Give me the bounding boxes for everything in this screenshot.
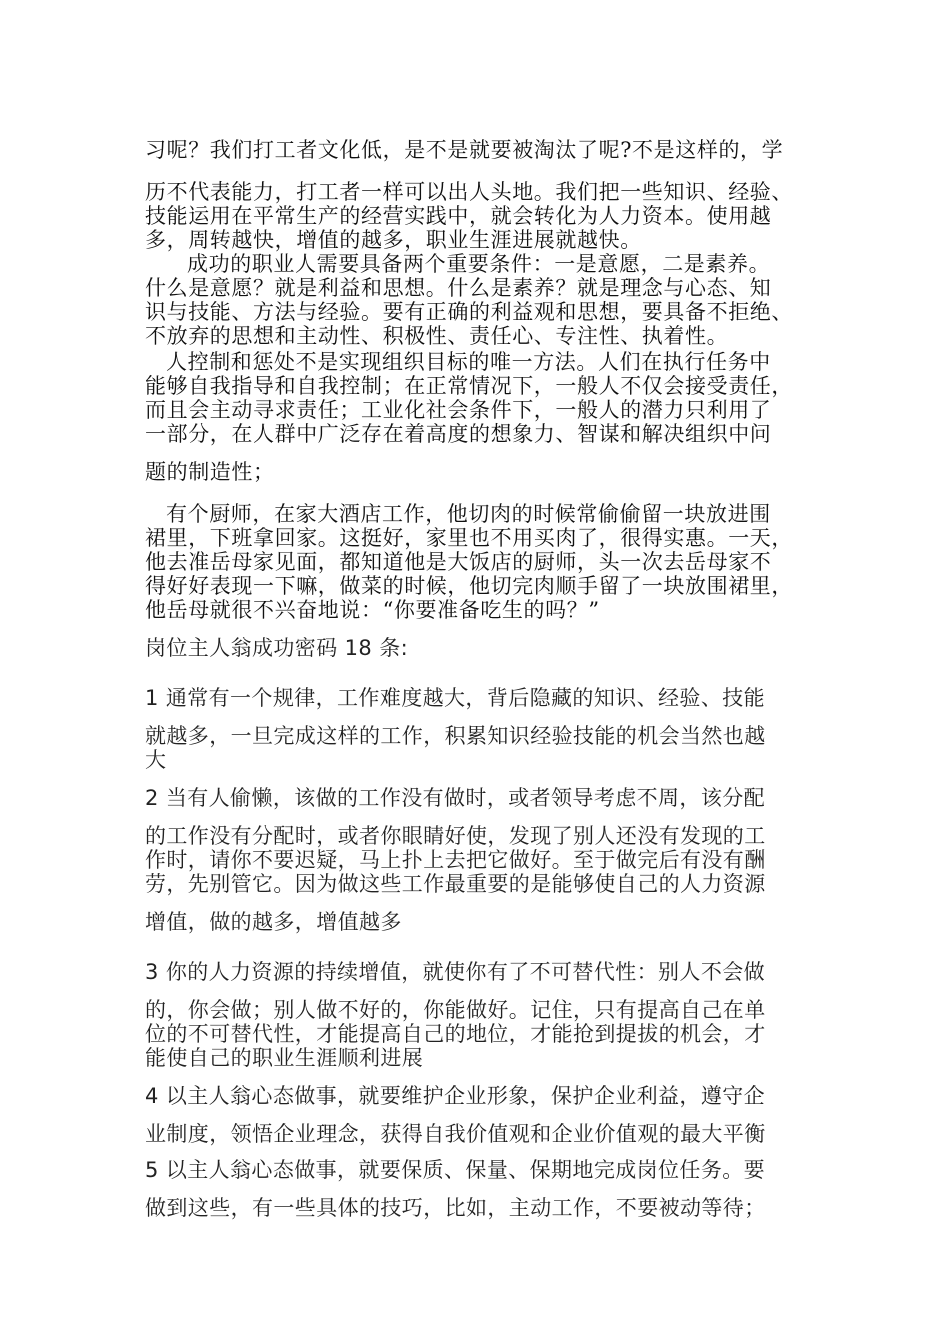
- text-line: 他岳母就很不兴奋地说：“你要准备吃生的吗？”: [145, 598, 600, 622]
- text-line: 技能运用在平常生产的经营实践中，就会转化为人力资本。使用越: [145, 204, 772, 228]
- list-item-line: 4 以主人翁心态做事，就要维护企业形象，保护企业利益，遵守企: [145, 1084, 766, 1108]
- text-line: 习呢？我们打工者文化低，是不是就要被淘汰了呢?不是这样的，学: [145, 138, 784, 162]
- text-line: 裙里，下班拿回家。这挺好，家里也不用买肉了，很得实惠。一天，: [145, 526, 793, 550]
- text-line: 得好好表现一下嘛，做菜的时候，他切完肉顺手留了一块放围裙里，: [145, 574, 793, 598]
- list-item-line: 做到这些，有一些具体的技巧，比如，主动工作，不要被动等待；: [145, 1196, 766, 1220]
- text-line: 历不代表能力，打工者一样可以出人头地。我们把一些知识、经验、: [145, 180, 793, 204]
- list-item-line: 作时，请你不要迟疑，马上扑上去把它做好。至于做完后有没有酬: [145, 848, 766, 872]
- list-item-line: 位的不可替代性，才能提高自己的地位，才能抢到提拔的机会，才: [145, 1022, 766, 1046]
- list-item-line: 3 你的人力资源的持续增值，就使你有了不可替代性：别人不会做: [145, 960, 766, 984]
- text-line: 多，周转越快，增值的越多，职业生涯进展就越快。: [145, 228, 642, 252]
- text-line: 有个厨师，在家大酒店工作，他切肉的时候常偷偷留一块放进围: [166, 502, 771, 526]
- text-line: 一部分，在人群中广泛存在着高度的想象力、智谋和解决组织中问: [145, 422, 772, 446]
- list-item-line: 能使自己的职业生涯顺利进展: [145, 1046, 424, 1070]
- list-item-line: 增值，做的越多，增值越多: [145, 910, 402, 934]
- list-item-line: 2 当有人偷懒，该做的工作没有做时，或者领导考虑不周，该分配: [145, 786, 766, 810]
- text-line: 人控制和惩处不是实现组织目标的唯一方法。人们在执行任务中: [166, 350, 771, 374]
- text-line: 识与技能、方法与经验。要有正确的利益观和思想，要具备不拒绝、: [145, 300, 793, 324]
- text-line: 不放弃的思想和主动性、积极性、责任心、专注性、执着性。: [145, 324, 729, 348]
- section-heading: 岗位主人翁成功密码 18 条:: [145, 636, 409, 660]
- text-line: 能够自我指导和自我控制；在正常情况下，一般人不仅会接受责任，: [145, 374, 793, 398]
- list-item-line: 劳，先别管它。因为做这些工作最重要的是能够使自己的人力资源: [145, 872, 766, 896]
- text-line: 他去准岳母家见面，都知道他是大饭店的厨师，头一次去岳母家不: [145, 550, 772, 574]
- list-item-line: 大: [145, 748, 167, 772]
- text-line: 题的制造性；: [145, 460, 275, 484]
- list-item-line: 的工作没有分配时，或者你眼睛好使，发现了别人还没有发现的工: [145, 824, 766, 848]
- text-line: 而且会主动寻求责任；工业化社会条件下，一般人的潜力只利用了: [145, 398, 772, 422]
- list-item-line: 的，你会做；别人做不好的，你能做好。记住，只有提高自己在单: [145, 998, 766, 1022]
- list-item-line: 1 通常有一个规律，工作难度越大，背后隐藏的知识、经验、技能: [145, 686, 766, 710]
- list-item-line: 5 以主人翁心态做事，就要保质、保量、保期地完成岗位任务。要: [145, 1158, 766, 1182]
- text-line: 成功的职业人需要具备两个重要条件：一是意愿，二是素养。: [187, 252, 771, 276]
- text-line: 什么是意愿？就是利益和思想。什么是素养？就是理念与心态、知: [145, 276, 772, 300]
- list-item-line: 就越多，一旦完成这样的工作，积累知识经验技能的机会当然也越: [145, 724, 766, 748]
- list-item-line: 业制度，领悟企业理念，获得自我价值观和企业价值观的最大平衡: [145, 1122, 766, 1146]
